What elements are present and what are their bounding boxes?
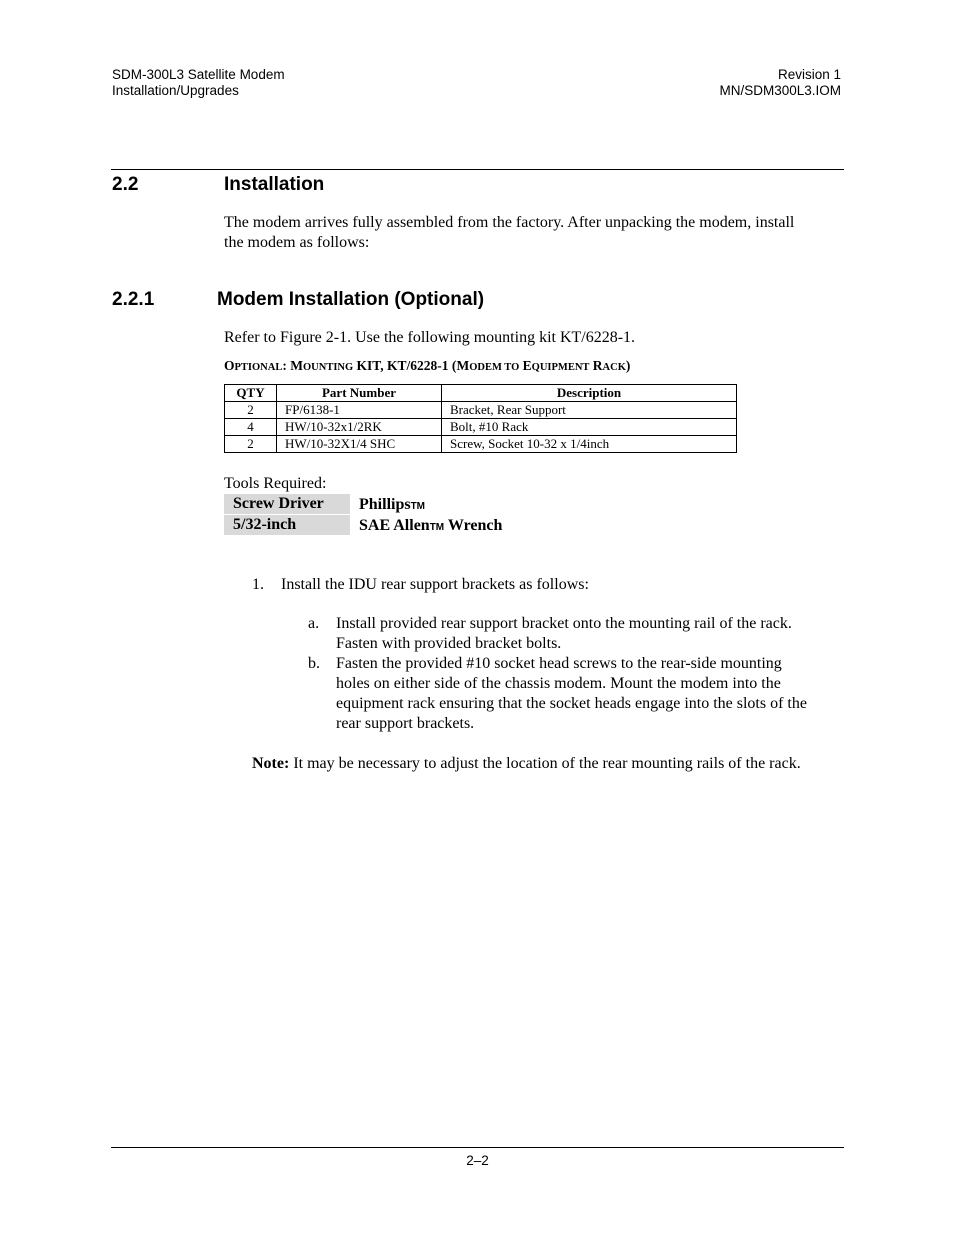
tool-value-text: SAE Allen (359, 517, 430, 534)
step-text: Install the IDU rear support brackets as follows: (281, 576, 589, 593)
tool-key: Screw Driver (224, 494, 350, 514)
running-header-right (600, 67, 841, 99)
mounting-kit-table (224, 384, 737, 453)
caption-part: O (224, 358, 235, 373)
substep-b-line-2: holes on either side of the chassis modem. Mount the modem into the (336, 675, 781, 692)
cell-qty: 2 (225, 436, 277, 453)
cell-qty: 2 (225, 402, 277, 419)
col-header-qty: QTY (225, 385, 277, 402)
section-divider (111, 169, 844, 170)
cell-description: Bracket, Rear Support (442, 402, 737, 419)
section-intro-line-2: the modem as follows: (224, 234, 370, 251)
caption-part: : (282, 358, 291, 373)
cell-part-number: HW/10-32x1/2RK (277, 419, 442, 436)
note-text: It may be necessary to adjust the location of the rear mounting rails of the rack. (289, 755, 801, 772)
tool-value (359, 495, 425, 517)
page-number: 2–2 (466, 1153, 489, 1168)
tool-value-suffix: Wrench (444, 517, 503, 534)
caption-part: ) (625, 358, 631, 373)
header-product-title: SDM-300L3 Satellite Modem (112, 67, 285, 82)
caption-part: OUNTING (302, 362, 354, 373)
cell-part-number: FP/6138-1 (277, 402, 442, 419)
section-title: Installation (224, 174, 325, 195)
cell-description: Bolt, #10 Rack (442, 419, 737, 436)
substep-b-line-1: Fasten the provided #10 socket head screws to the rear-side mounting (336, 655, 782, 672)
caption-part: ACK (602, 362, 626, 373)
col-header-part-number: Part Number (277, 385, 442, 402)
header-revision: Revision 1 (777, 67, 841, 82)
step-number: 1. (252, 576, 264, 593)
table-caption (224, 358, 744, 376)
tool-key: 5/32-inch (224, 515, 350, 535)
cell-description: Screw, Socket 10-32 x 1/4inch (442, 436, 737, 453)
table-row (225, 402, 737, 419)
col-header-description: Description (442, 385, 737, 402)
footer-divider (111, 1147, 844, 1148)
cell-part-number: HW/10-32X1/4 SHC (277, 436, 442, 453)
trademark-symbol: TM (410, 501, 426, 512)
cell-qty: 4 (225, 419, 277, 436)
substep-b-line-4: rear support brackets. (336, 715, 475, 732)
trademark-symbol: TM (429, 522, 445, 533)
caption-part: PTIONAL (234, 362, 283, 373)
section-number: 2.2 (112, 174, 139, 195)
substep-a-line-1: Install provided rear support bracket onto the mounting rail of the rack. (336, 615, 792, 632)
substep-letter: b. (308, 655, 320, 672)
caption-part: KIT, KT/6228-1 ( (353, 358, 457, 373)
subsection-number: 2.2.1 (112, 289, 155, 310)
caption-part: QUIPMENT (531, 362, 590, 373)
table-row (225, 419, 737, 436)
tool-value-text: Phillips (359, 496, 411, 513)
subsection-title: Modem Installation (Optional) (217, 289, 485, 310)
caption-part: R (592, 358, 603, 373)
note (252, 754, 801, 774)
caption-part: E (522, 358, 532, 373)
subsection-intro: Refer to Figure 2-1. Use the following mounting kit KT/6228-1. (224, 329, 636, 346)
substep-b-line-3: equipment rack ensuring that the socket heads engage into the slots of the (336, 695, 807, 712)
header-doc-number: MN/SDM300L3.IOM (719, 83, 841, 98)
table-header-row (225, 385, 737, 402)
substep-letter: a. (308, 615, 320, 632)
caption-part: M (456, 358, 470, 373)
substep-a-line-2: Fasten with provided bracket bolts. (336, 635, 562, 652)
caption-part: ODEM TO (469, 362, 520, 373)
caption-part: M (290, 358, 303, 373)
note-label: Note: (252, 755, 290, 772)
tool-value (359, 516, 502, 538)
table-row (225, 436, 737, 453)
header-chapter-title: Installation/Upgrades (112, 83, 239, 98)
running-header-left (112, 67, 285, 99)
tools-label: Tools Required: (224, 475, 327, 492)
section-intro-line-1: The modem arrives fully assembled from the factory. After unpacking the modem, install (224, 214, 795, 231)
